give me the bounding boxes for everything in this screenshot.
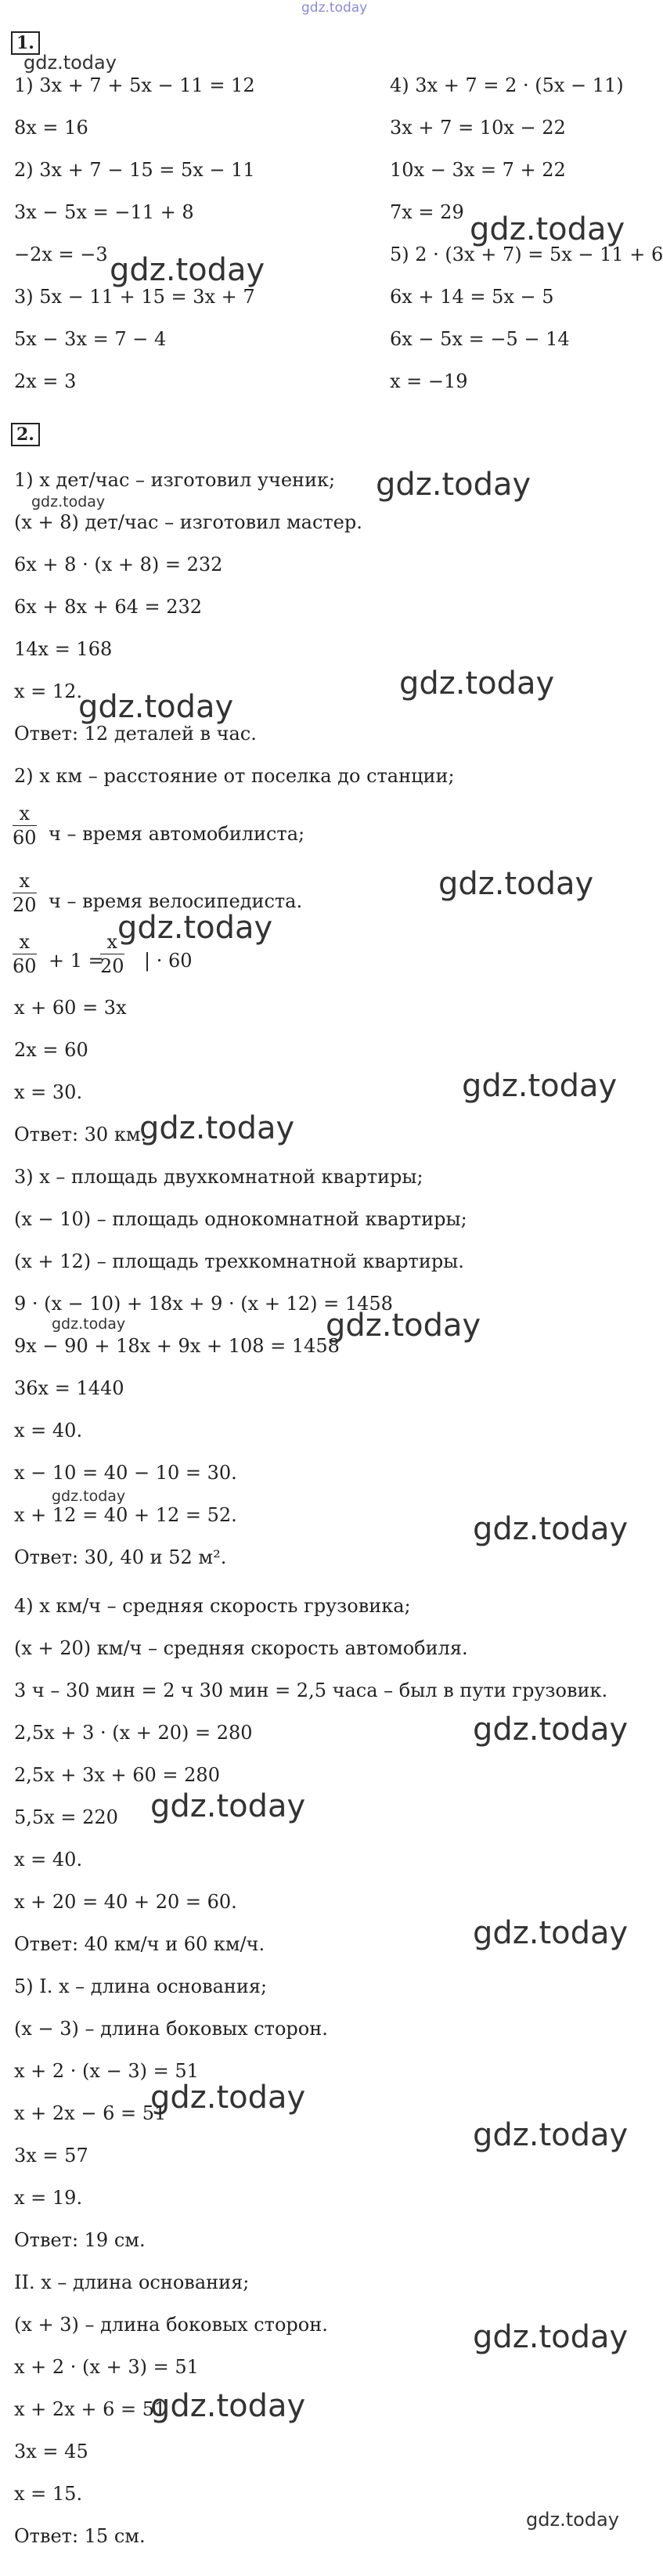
top-watermark: gdz.today [301,0,368,16]
equation-left-fraction [13,930,37,978]
task-2-part-5-line: (x + 3) – длина боковых сторон. [14,2314,328,2336]
fraction-denominator: 20 [100,955,124,977]
watermark: gdz.today [52,1488,126,1505]
task-1-right-line: 6x + 14 = 5x − 5 [390,286,554,308]
task-2-part-3-line: 9x − 90 + 18x + 9x + 108 = 1458 [14,1335,340,1357]
task-2-part-3-line: (x − 10) – площадь однокомнатной квартиры; [14,1208,467,1230]
task-2-part-3-answer: Ответ: 30, 40 и 52 м². [14,1546,227,1568]
watermark: gdz.today [473,2117,629,2153]
task-2-part-3-line: x + 12 = 40 + 12 = 52. [14,1504,237,1526]
watermark: gdz.today [23,52,117,74]
watermark: gdz.today [473,1511,629,1547]
watermark: gdz.today [473,2319,629,2355]
task-2-part-1-line: 1) x дет/час – изготовил ученик; [14,469,336,491]
task-1-left-line: 2x = 3 [14,370,77,392]
task-2-part-1-line: 6x + 8x + 64 = 232 [14,596,203,618]
task-2-part-2-line: 2x = 60 [14,1039,88,1061]
task-1-left-line: 8x = 16 [14,117,88,139]
watermark: gdz.today [462,1068,618,1104]
task-2-part-5-line: x + 2x − 6 = 51 [14,2102,167,2124]
task-2-part-4-line: 4) x км/ч – средняя скорость грузовика; [14,1595,411,1617]
task-2-part-5-line: x + 2x + 6 = 51 [14,2398,167,2420]
fraction-numerator: x [100,930,124,954]
task-2-part-1-line: 14x = 168 [14,638,113,660]
task-2-part-5-line: 5) I. x – длина основания; [14,1975,268,1997]
task-1-right-line: 10x − 3x = 7 + 22 [390,159,566,181]
task-2-part-5-line: 3x = 57 [14,2145,88,2167]
task-2-part-3-line: x = 40. [14,1420,83,1441]
task-2-part-5-line: x = 15. [14,2483,83,2505]
task-2-part-4-line: x + 20 = 40 + 20 = 60. [14,1891,237,1913]
watermark: gdz.today [117,910,273,946]
equation-middle: + 1 = [49,950,104,972]
task-2-part-3-line: 3) x – площадь двухкомнатной квартиры; [14,1166,423,1188]
task-2-part-5-line: x + 2 · (x − 3) = 51 [14,2060,199,2082]
task-2-part-1-answer: Ответ: 12 деталей в час. [14,723,257,745]
fraction-denominator: 20 [13,894,37,916]
task-2-part-4-line: 2,5x + 3 · (x + 20) = 280 [14,1722,253,1744]
watermark: gdz.today [473,1915,629,1951]
task-1-left-line: 5x − 3x = 7 − 4 [14,328,167,350]
watermark: gdz.today [438,866,594,902]
task-2-part-3-line: 36x = 1440 [14,1377,124,1399]
task-1-left-line: 2) 3x + 7 − 15 = 5x − 11 [14,159,255,181]
task-1-right-line: 5) 2 · (3x + 7) = 5x − 11 + 6 [390,244,663,265]
task-2-part-5-line: (x − 3) – длина боковых сторон. [14,2018,328,2040]
task-2-part-1-line: 6x + 8 · (x + 8) = 232 [14,554,223,575]
fraction-numerator: x [13,930,37,954]
task-1-right-line: 3x + 7 = 10x − 22 [390,117,566,139]
watermark: gdz.today [52,1315,126,1333]
fraction-denominator: 60 [13,827,37,849]
fraction-x-over-20 [13,869,37,917]
task-2-part-3-line: 9 · (x − 10) + 18x + 9 · (x + 12) = 1458 [14,1293,393,1315]
watermark: gdz.today [526,2509,619,2531]
task-2-number: 2. [11,423,40,446]
watermark: gdz.today [399,666,555,702]
task-2-part-4-answer: Ответ: 40 км/ч и 60 км/ч. [14,1933,265,1955]
task-2-part-4-line: x = 40. [14,1849,83,1871]
watermark: gdz.today [376,467,531,503]
watermark: gdz.today [110,252,265,288]
watermark: gdz.today [150,1788,306,1824]
task-2-part-2-time-car: ч – время автомобилиста; [49,823,305,845]
fraction-x-over-60 [13,802,37,850]
task-2-part-5-line: x + 2 · (x + 3) = 51 [14,2356,199,2378]
task-1-right-line: 7x = 29 [390,201,464,223]
task-2-part-2-answer: Ответ: 30 км. [14,1124,147,1145]
watermark: gdz.today [78,689,234,725]
fraction-numerator: x [13,869,37,893]
task-2-part-5-line: II. x – длина основания; [14,2271,250,2293]
watermark: gdz.today [150,2388,306,2424]
watermark: gdz.today [150,2080,306,2116]
watermark: gdz.today [473,1712,629,1748]
task-1-right-line: 4) 3x + 7 = 2 · (5x − 11) [390,74,624,96]
task-1-number: 1. [11,31,40,55]
task-2-part-4-line: 2,5x + 3x + 60 = 280 [14,1764,220,1786]
task-1-right-line: 6x − 5x = −5 − 14 [390,328,570,350]
watermark: gdz.today [470,211,625,247]
task-2-part-5-line: x = 19. [14,2187,83,2209]
task-2-part-4-line: (x + 20) км/ч – средняя скорость автомобиля. [14,1637,468,1659]
task-2-part-2-line: x = 30. [14,1081,83,1103]
task-2-part-1-line: (x + 8) дет/час – изготовил мастер. [14,511,362,533]
task-2-part-4-line: 3 ч – 30 мин = 2 ч 30 мин = 2,5 часа – был в пути грузовик. [14,1679,608,1701]
task-2-part-5-answer: Ответ: 15 см. [14,2525,146,2547]
task-1-left-line: 1) 3x + 7 + 5x − 11 = 12 [14,74,255,96]
task-1-left-line: 3) 5x − 11 + 15 = 3x + 7 [14,286,255,308]
task-1-right-line: x = −19 [390,370,468,392]
task-1-left-line: 3x − 5x = −11 + 8 [14,201,194,223]
task-2-part-5-answer: Ответ: 19 см. [14,2229,146,2251]
task-2-part-2-line: x + 60 = 3x [14,997,127,1019]
equation-multiplier: | · 60 [144,950,193,972]
task-2-part-3-line: x − 10 = 40 − 10 = 30. [14,1462,237,1484]
fraction-numerator: x [13,802,37,826]
fraction-denominator: 60 [13,955,37,977]
task-2-part-2-time-bike: ч – время велосипедиста. [49,890,303,912]
watermark: gdz.today [326,1308,481,1344]
task-1-left-line: −2x = −3 [14,244,108,265]
task-2-part-2-intro: 2) x км – расстояние от поселка до станции; [14,765,455,787]
task-2-part-3-line: (x + 12) – площадь трехкомнатной квартиры. [14,1250,464,1272]
task-2-part-1-line: x = 12. [14,680,83,702]
watermark: gdz.today [31,493,106,511]
task-2-part-4-line: 5,5x = 220 [14,1806,118,1828]
task-2-part-5-line: 3x = 45 [14,2441,88,2462]
watermark: gdz.today [139,1110,295,1146]
